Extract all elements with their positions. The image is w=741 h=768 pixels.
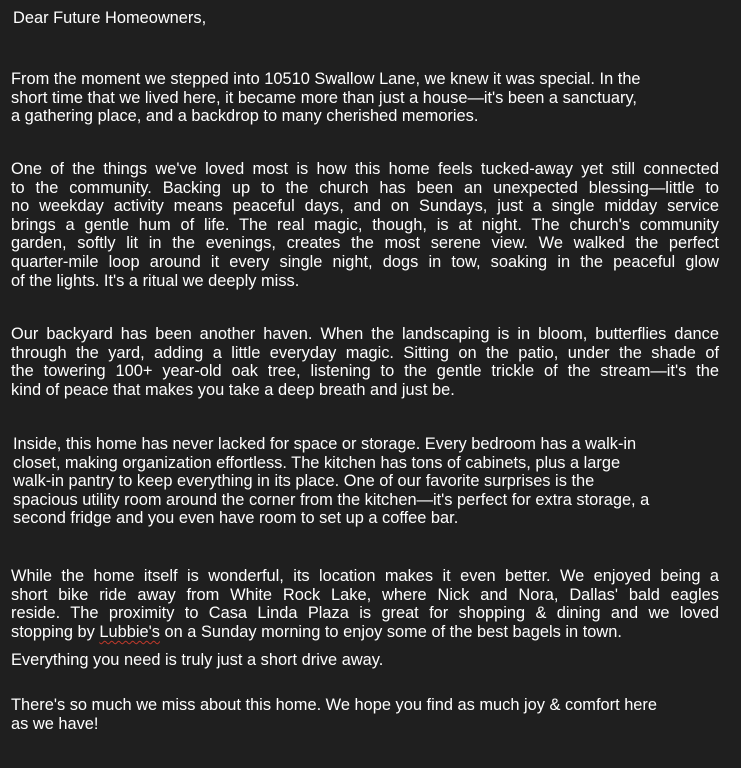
text-line: a gathering place, and a backdrop to many cherished memories. xyxy=(11,107,479,126)
text-line: Our backyard has been another haven. When the landscaping is in bloom, butterflies dance xyxy=(11,325,719,343)
text-line: the towering 100+ year-old oak tree, listening to the gentle trickle of the stream—it's the xyxy=(11,362,719,381)
text-line: short bike ride away from White Rock Lake, where Nick and Nora, Dallas' bald eagles xyxy=(11,585,719,604)
paragraph-closing xyxy=(11,696,719,733)
text-line: spacious utility room around the corner from the kitchen—it's perfect for extra storage, a xyxy=(13,490,650,509)
text-line: kind of peace that makes you take a deep breath and just be. xyxy=(11,380,455,399)
text-line: closet, making organization effortless. The kitchen has tons of cabinets, plus a large xyxy=(13,453,621,472)
text-line: second fridge and you even have room to set up a coffee bar. xyxy=(13,509,459,528)
paragraph-location xyxy=(11,567,719,641)
spellcheck-flagged-word[interactable]: Lubbie's xyxy=(99,622,160,641)
text-line: no weekday activity means peaceful days, and on Sundays, just a single midday service xyxy=(11,197,719,216)
text-line: walk-in pantry to keep everything in its place. One of our favorite surprises is the xyxy=(13,472,595,491)
text-line: From the moment we stepped into 10510 Swallow Lane, we knew it was special. In the xyxy=(11,70,641,88)
paragraph-community xyxy=(11,160,719,290)
text-line: brings a gentle hum of life. The real magic, though, is at night. The church's community xyxy=(11,215,719,234)
text-run: stopping by xyxy=(11,622,100,641)
text-line: to the community. Backing up to the church has been an unexpected blessing—little to xyxy=(11,178,719,197)
letter-greeting: Dear Future Homeowners, xyxy=(13,9,207,27)
text-line: of the lights. It's a ritual we deeply miss. xyxy=(11,271,300,290)
text-line: One of the things we've loved most is how this home feels tucked-away yet still connected xyxy=(11,160,719,178)
text-run: on a Sunday morning to enjoy some of the best bagels in town. xyxy=(159,622,622,641)
paragraph-backyard xyxy=(11,325,719,399)
text-line: Everything you need is truly just a short drive away. xyxy=(11,651,384,669)
paragraph-intro xyxy=(11,70,719,126)
text-line: through the yard, adding a little everyday magic. Sitting on the patio, under the shade of xyxy=(11,343,719,362)
paragraph-drive xyxy=(11,651,719,670)
text-line: While the home itself is wonderful, its location makes it even better. We enjoyed being a xyxy=(11,567,719,585)
text-line: reside. The proximity to Casa Linda Plaza is great for shopping & dining and we loved xyxy=(11,604,719,623)
text-line xyxy=(11,623,719,642)
paragraph-interior xyxy=(13,435,721,528)
text-line: There's so much we miss about this home. We hope you find as much joy & comfort here xyxy=(11,696,657,714)
text-line: as we have! xyxy=(11,714,99,733)
text-line: quarter-mile loop around it every single night, dogs in tow, soaking in the peaceful glow xyxy=(11,252,719,271)
text-line: Inside, this home has never lacked for space or storage. Every bedroom has a walk-in xyxy=(13,435,637,453)
text-line: garden, softly lit in the evenings, creates the most serene view. We walked the perfect xyxy=(11,234,719,253)
text-line: short time that we lived here, it became more than just a house—it's been a sanctuary, xyxy=(11,88,637,107)
